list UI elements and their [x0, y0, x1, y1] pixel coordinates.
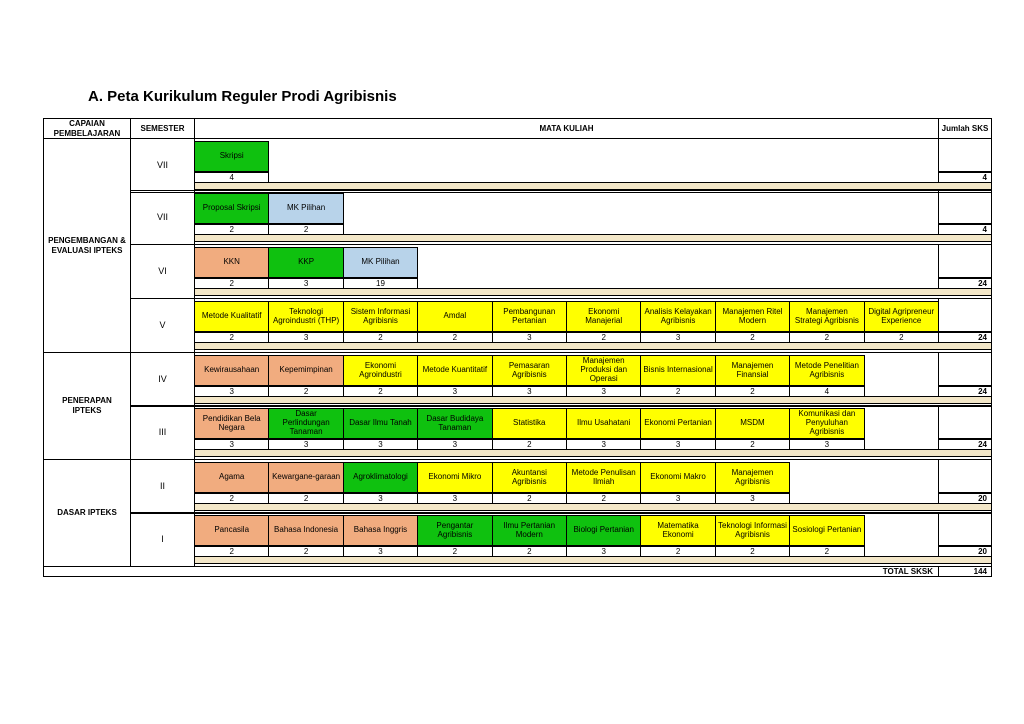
course-sks: 2 — [268, 224, 343, 235]
capaian-group: PENGEMBANGAN & EVALUASI IPTEKS — [43, 138, 131, 353]
course-sks: 3 — [566, 386, 641, 397]
course-cell[interactable]: Manajemen Agribisnis — [715, 462, 790, 493]
separator-band — [194, 556, 992, 564]
semester-label: II — [130, 459, 195, 514]
row-total-sks: 24 — [938, 386, 992, 397]
semester-label: III — [130, 405, 195, 460]
course-sks: 3 — [417, 386, 492, 397]
course-sks: 2 — [789, 546, 864, 557]
course-cell[interactable]: Ekonomi Agroindustri — [343, 355, 418, 386]
course-sks: 3 — [492, 386, 567, 397]
course-sks: 3 — [343, 493, 418, 504]
total-label: TOTAL SKSK — [43, 566, 939, 577]
course-sks: 2 — [194, 493, 269, 504]
course-cell[interactable]: Komunikasi dan Penyuluhan Agribisnis — [789, 408, 864, 439]
course-cell[interactable]: Dasar Perlindungan Tanaman — [268, 408, 343, 439]
course-sks: 2 — [343, 386, 418, 397]
course-sks: 3 — [492, 332, 567, 343]
row-total-sks: 4 — [938, 172, 992, 183]
course-cell[interactable]: Ekonomi Manajerial — [566, 301, 641, 332]
course-sks: 3 — [789, 439, 864, 450]
course-sks: 2 — [417, 332, 492, 343]
jumlah-top — [938, 138, 992, 172]
course-sks: 3 — [343, 439, 418, 450]
course-cell[interactable]: Ilmu Pertanian Modern — [492, 515, 567, 546]
course-cell[interactable]: MK Pilihan — [343, 247, 418, 278]
grand-total: 144 — [938, 566, 992, 577]
course-sks: 2 — [715, 439, 790, 450]
course-sks: 2 — [194, 546, 269, 557]
course-sks: 3 — [715, 493, 790, 504]
jumlah-top — [938, 405, 992, 439]
semester-label: VI — [130, 244, 195, 299]
course-cell[interactable]: Pancasila — [194, 515, 269, 546]
course-cell[interactable]: Teknologi Informasi Agribisnis — [715, 515, 790, 546]
course-sks: 2 — [492, 546, 567, 557]
course-sks: 3 — [343, 546, 418, 557]
course-sks: 19 — [343, 278, 418, 289]
course-cell[interactable]: Manajemen Produksi dan Operasi — [566, 355, 641, 386]
course-cell[interactable]: Metode Kuantitatif — [417, 355, 492, 386]
course-cell[interactable]: Kewargane-garaan — [268, 462, 343, 493]
course-cell[interactable]: Agroklimatologi — [343, 462, 418, 493]
course-sks: 3 — [268, 439, 343, 450]
course-cell[interactable]: Kewirausahaan — [194, 355, 269, 386]
course-sks: 3 — [566, 439, 641, 450]
course-cell[interactable]: Teknologi Agroindustri (THP) — [268, 301, 343, 332]
separator-band — [194, 288, 992, 296]
course-sks: 2 — [640, 386, 715, 397]
jumlah-top — [938, 512, 992, 546]
course-sks: 3 — [194, 439, 269, 450]
row-total-sks: 20 — [938, 493, 992, 504]
course-cell[interactable]: Pembangunan Pertanian — [492, 301, 567, 332]
header-mata-kuliah: MATA KULIAH — [194, 118, 939, 139]
course-sks: 2 — [492, 439, 567, 450]
jumlah-top — [938, 244, 992, 278]
course-cell[interactable]: Manajemen Ritel Modern — [715, 301, 790, 332]
course-cell[interactable]: KKN — [194, 247, 269, 278]
course-cell[interactable]: Pendidikan Bela Negara — [194, 408, 269, 439]
course-sks: 2 — [194, 278, 269, 289]
course-sks: 2 — [268, 546, 343, 557]
row-total-sks: 20 — [938, 546, 992, 557]
course-cell[interactable]: Ekonomi Pertanian — [640, 408, 715, 439]
capaian-group: PENERAPAN IPTEKS — [43, 352, 131, 460]
jumlah-top — [938, 352, 992, 386]
course-sks: 2 — [417, 546, 492, 557]
course-cell[interactable]: Dasar Ilmu Tanah — [343, 408, 418, 439]
course-sks: 3 — [268, 278, 343, 289]
course-sks: 2 — [640, 546, 715, 557]
course-cell[interactable]: Manajemen Strategi Agribisnis — [789, 301, 864, 332]
course-cell[interactable]: Biologi Pertanian — [566, 515, 641, 546]
course-cell[interactable]: Matematika Ekonomi — [640, 515, 715, 546]
course-cell[interactable]: Ilmu Usahatani — [566, 408, 641, 439]
course-cell[interactable]: Bahasa Inggris — [343, 515, 418, 546]
separator-band — [194, 503, 992, 511]
course-cell[interactable]: Metode Penulisan Ilmiah — [566, 462, 641, 493]
course-cell[interactable]: Proposal Skripsi — [194, 193, 269, 224]
course-sks: 3 — [640, 332, 715, 343]
semester-label: I — [130, 512, 195, 567]
course-cell[interactable]: Metode Kualitatif — [194, 301, 269, 332]
course-sks: 2 — [715, 332, 790, 343]
course-cell[interactable]: KKP — [268, 247, 343, 278]
course-sks: 3 — [640, 439, 715, 450]
row-total-sks: 24 — [938, 278, 992, 289]
capaian-group: DASAR IPTEKS — [43, 459, 131, 567]
jumlah-top — [938, 298, 992, 332]
course-cell[interactable]: Sistem Informasi Agribisnis — [343, 301, 418, 332]
course-cell[interactable]: Agama — [194, 462, 269, 493]
separator-band — [194, 396, 992, 404]
semester-label: VII — [130, 138, 195, 193]
course-cell[interactable]: Metode Penelitian Agribisnis — [789, 355, 864, 386]
row-total-sks: 24 — [938, 439, 992, 450]
course-sks: 2 — [566, 332, 641, 343]
course-sks: 2 — [343, 332, 418, 343]
course-cell[interactable]: Kepemimpinan — [268, 355, 343, 386]
course-cell[interactable]: Analisis Kelayakan Agribisnis — [640, 301, 715, 332]
course-cell[interactable]: Statistika — [492, 408, 567, 439]
course-cell[interactable]: Pemasaran Agribisnis — [492, 355, 567, 386]
course-sks: 2 — [715, 546, 790, 557]
separator-band — [194, 449, 992, 457]
page-title: A. Peta Kurikulum Reguler Prodi Agribisnis — [88, 88, 397, 105]
separator-band — [194, 182, 992, 190]
header-semester: SEMESTER — [130, 118, 195, 139]
course-sks: 2 — [268, 386, 343, 397]
course-sks: 3 — [640, 493, 715, 504]
separator-band — [194, 342, 992, 350]
course-sks: 2 — [715, 386, 790, 397]
course-cell[interactable]: Bisnis Internasional — [640, 355, 715, 386]
course-sks: 2 — [492, 493, 567, 504]
semester-label: VII — [130, 190, 195, 245]
semester-label: V — [130, 298, 195, 353]
course-sks: 2 — [268, 493, 343, 504]
course-cell[interactable]: Amdal — [417, 301, 492, 332]
course-sks: 3 — [417, 493, 492, 504]
course-sks: 3 — [194, 386, 269, 397]
course-cell[interactable]: Sosiologi Pertanian — [789, 515, 864, 546]
course-cell[interactable]: Akuntansi Agribisnis — [492, 462, 567, 493]
course-sks: 3 — [417, 439, 492, 450]
course-sks: 4 — [194, 172, 269, 183]
course-sks: 2 — [789, 332, 864, 343]
course-cell[interactable]: Manajemen Finansial — [715, 355, 790, 386]
course-sks: 2 — [864, 332, 939, 343]
course-cell[interactable]: Digital Agripreneur Experience — [864, 301, 939, 332]
row-total-sks: 4 — [938, 224, 992, 235]
course-cell[interactable]: Ekonomi Makro — [640, 462, 715, 493]
course-sks: 3 — [268, 332, 343, 343]
course-cell[interactable]: MSDM — [715, 408, 790, 439]
header-capaian: CAPAIAN PEMBELAJARAN — [43, 118, 131, 139]
course-sks: 2 — [194, 224, 269, 235]
course-cell[interactable]: Pengantar Agribisnis — [417, 515, 492, 546]
course-sks: 3 — [566, 546, 641, 557]
course-cell[interactable]: Bahasa Indonesia — [268, 515, 343, 546]
jumlah-top — [938, 190, 992, 224]
course-cell[interactable]: Dasar Budidaya Tanaman — [417, 408, 492, 439]
course-sks: 2 — [566, 493, 641, 504]
course-sks: 2 — [194, 332, 269, 343]
header-jumlah-sks: Jumlah SKS — [938, 118, 992, 139]
course-cell[interactable]: Ekonomi Mikro — [417, 462, 492, 493]
course-cell[interactable]: Skripsi — [194, 141, 269, 172]
course-sks: 4 — [789, 386, 864, 397]
separator-band — [194, 234, 992, 242]
row-total-sks: 24 — [938, 332, 992, 343]
course-cell[interactable]: MK Pilihan — [268, 193, 343, 224]
semester-label: IV — [130, 352, 195, 407]
jumlah-top — [938, 459, 992, 493]
